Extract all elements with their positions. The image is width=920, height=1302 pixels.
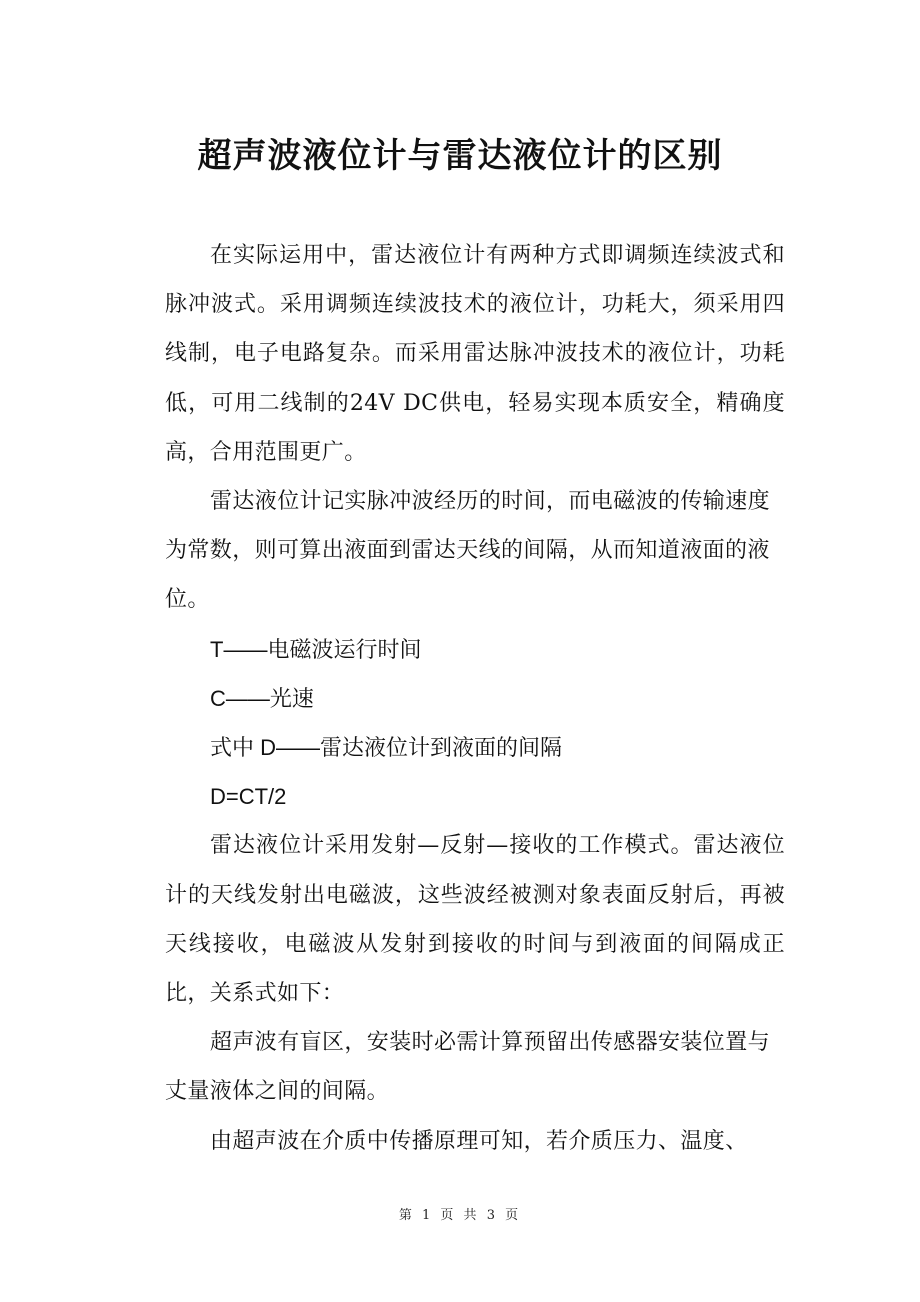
formula-line: D=CT/2: [210, 784, 287, 810]
paragraph: 超声波有盲区，安装时必需计算预留出传感器安装位置与丈量液体之间的间隔。: [165, 1030, 771, 1105]
formula-line: C——光速: [210, 685, 314, 711]
formula-line: T——电磁波运行时间: [210, 636, 422, 662]
paragraph: 雷达液位计采用发射—反射—接收的工作模式。雷达液位计的天线发射出电磁波，这些波经被测对象表面反射后，再被天线接收，电磁波从发射到接收的时间与到液面的间隔成正比，关系式如下：: [165, 833, 785, 1007]
formula-line: 式中 D——雷达液位计到液面的间隔: [210, 735, 563, 761]
paragraph: 由超声波在介质中传播原理可知，若介质压力、温度、: [210, 1128, 748, 1154]
page-number-footer: 第 1 页 共 3 页: [398, 1208, 522, 1223]
paragraph: 在实际运用中，雷达液位计有两种方式即调频连续波式和脉冲波式。采用调频连续波技术的液位计，功耗大，须采用四线制，电子电路复杂。而采用雷达脉冲波技术的液位计，功耗低，可用二线制的24V DC供电，轻易实现本质安全，精确度高，合用范围更广。: [165, 243, 785, 465]
paragraph: 雷达液位计记实脉冲波经历的时间，而电磁波的传输速度为常数，则可算出液面到雷达天线的间隔，从而知道液面的液位。: [165, 489, 771, 613]
document-body: [165, 231, 785, 1166]
document-title: 超声波液位计与雷达液位计的区别: [197, 136, 723, 176]
